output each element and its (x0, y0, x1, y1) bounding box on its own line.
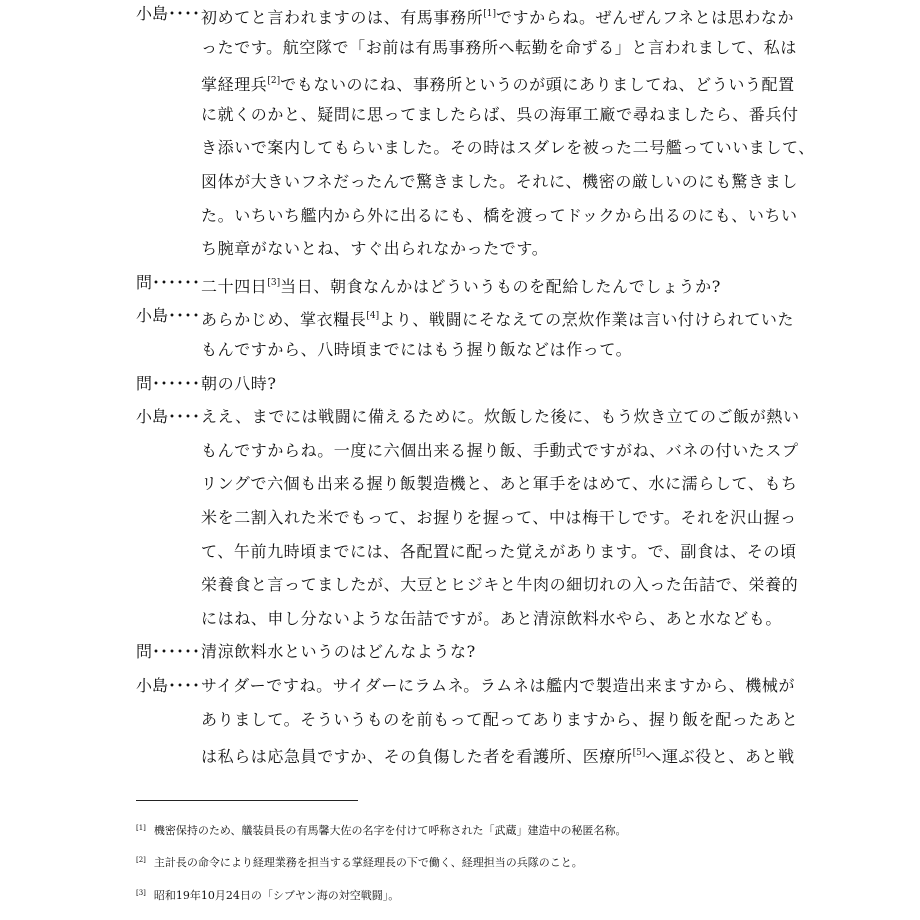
text-segment: ええ、までには戦闘に備えるために。炊飯した後に、もう炊き立てのご飯が熱い (201, 407, 800, 427)
footnote-text: 主計長の命令により経理業務を担当する掌経理長の下で働く、経理担当の兵隊のこと。 (153, 856, 583, 869)
text-segment: 米を二割入れた米でもって、お握りを握って、中は梅干しです。それを沢山握っ (201, 508, 797, 527)
text-segment: た。いちいち艦内から外に出るにも、橋を渡ってドックから出るのにも、いちい (201, 205, 798, 225)
footnote-reference: [3] (267, 277, 281, 288)
text-segment: 栄養食と言ってましたが、大豆とヒジキと牛肉の細切れの入った缶詰で、栄養的 (201, 575, 799, 595)
footnote (136, 853, 583, 870)
text-line (201, 306, 794, 330)
footnote-mark: [1] (136, 824, 146, 832)
text-line (201, 138, 815, 158)
text-line (201, 4, 794, 28)
text-line (201, 474, 798, 494)
speaker-label: 問･･････ (136, 642, 201, 662)
text-segment: あらかじめ、掌衣糧長 (201, 310, 367, 330)
footnote (136, 886, 399, 903)
text-segment: 清涼飲料水というのはどんなような? (201, 642, 476, 662)
text-segment: にはね、申し分ないような缶詰ですが。あと清涼飲料水やら、あと水なども。 (201, 608, 783, 628)
footnote-reference: [5] (632, 748, 646, 759)
text-line (201, 542, 797, 562)
footnote-mark: [3] (136, 889, 146, 897)
text-segment: リングで六個も出来る握り飯製造機と、あと軍手をはめて、水に濡らして、もち (201, 474, 798, 494)
text-segment: き添いで案内してもらいました。その時はスダレを被った二号艦っていいまして、 (201, 138, 815, 158)
speaker-label: 小島････ (136, 407, 201, 427)
text-segment: 掌経理兵 (201, 75, 268, 95)
text-line (201, 71, 795, 95)
text-line (201, 508, 797, 528)
footnote-text: 昭和19年10月24日の「シブヤン海の対空戦闘」。 (153, 889, 400, 902)
text-segment: ったです。航空隊で「お前は有馬事務所へ転勤を命ずる」と言われまして、私は (201, 37, 798, 57)
text-segment: 当日、朝食なんかはどういうものを配給したんでしょうか? (280, 276, 721, 296)
speaker-label: 問･･････ (136, 373, 201, 393)
text-line (201, 273, 721, 297)
text-segment: は私らは応急員ですか、その負傷した者を看護所、医療所 (201, 747, 633, 767)
text-line (201, 38, 797, 58)
text-line (201, 743, 795, 767)
text-line (201, 374, 277, 394)
text-segment: て、午前九時頃までには、各配置に配った覚えがあります。で、副食は、その頃 (201, 541, 797, 561)
speaker-label: 小島････ (136, 676, 201, 695)
footnote-reference: [4] (366, 311, 380, 322)
footnote-separator (136, 800, 358, 801)
text-segment: ち腕章がないとね、すぐ出られなかったです。 (201, 239, 549, 259)
text-segment: もんですからね。一度に六個出来る握り飯、手動式ですがね、バネの付いたスプ (201, 440, 799, 460)
text-line (201, 407, 800, 427)
text-line (201, 676, 795, 696)
text-segment: 二十四日 (201, 276, 268, 296)
text-segment: ありまして。そういうものを前もって配ってありますから、握り飯を配ったあと (201, 709, 799, 729)
text-segment: 図体が大きいフネだったんで驚きました。それに、機密の厳しいのにも驚きまし (201, 172, 798, 191)
footnote-reference: [2] (267, 76, 281, 87)
text-line (201, 710, 798, 730)
text-segment: より、戦闘にそなえての烹炊作業は言い付けられていた (379, 310, 795, 330)
text-line (201, 239, 548, 259)
footnote-reference: [1] (483, 9, 496, 19)
text-line (201, 609, 782, 629)
text-line (201, 340, 632, 360)
text-line (201, 105, 799, 125)
text-segment: サイダーですね。サイダーにラムネ。ラムネは艦内で製造出来ますから、機械が (201, 676, 796, 695)
text-segment: もんですから、八時頃までにはもう握り飯などは作って。 (201, 340, 633, 359)
speaker-label: 小島････ (136, 306, 201, 326)
speaker-label: 問･･････ (136, 272, 201, 292)
text-line (201, 441, 799, 461)
text-segment: でもないのにね、事務所というのが頭にありましてね、どういう配置 (280, 75, 795, 95)
text-line (201, 172, 798, 192)
text-segment: に就くのかと、疑問に思ってましたらば、呉の海軍工廠で尋ねましたら、番兵付 (201, 104, 799, 124)
text-segment: 初めてと言われますのは、有馬事務所 (201, 8, 484, 27)
speaker-label: 小島････ (136, 4, 201, 23)
footnote (136, 821, 626, 838)
text-line (201, 642, 476, 662)
text-segment: へ運ぶ役と、あと戦 (645, 747, 795, 767)
text-segment: ですからね。ぜんぜんフネとは思わなか (495, 8, 795, 27)
text-line (201, 206, 798, 226)
footnote-text: 機密保持のため、艤装員長の有馬馨大佐の名字を付けて呼称された「武蔵」建造中の秘匿名称。 (153, 824, 627, 837)
text-segment: 朝の八時? (201, 373, 277, 393)
text-line (201, 575, 798, 595)
footnote-mark: [2] (136, 856, 146, 864)
